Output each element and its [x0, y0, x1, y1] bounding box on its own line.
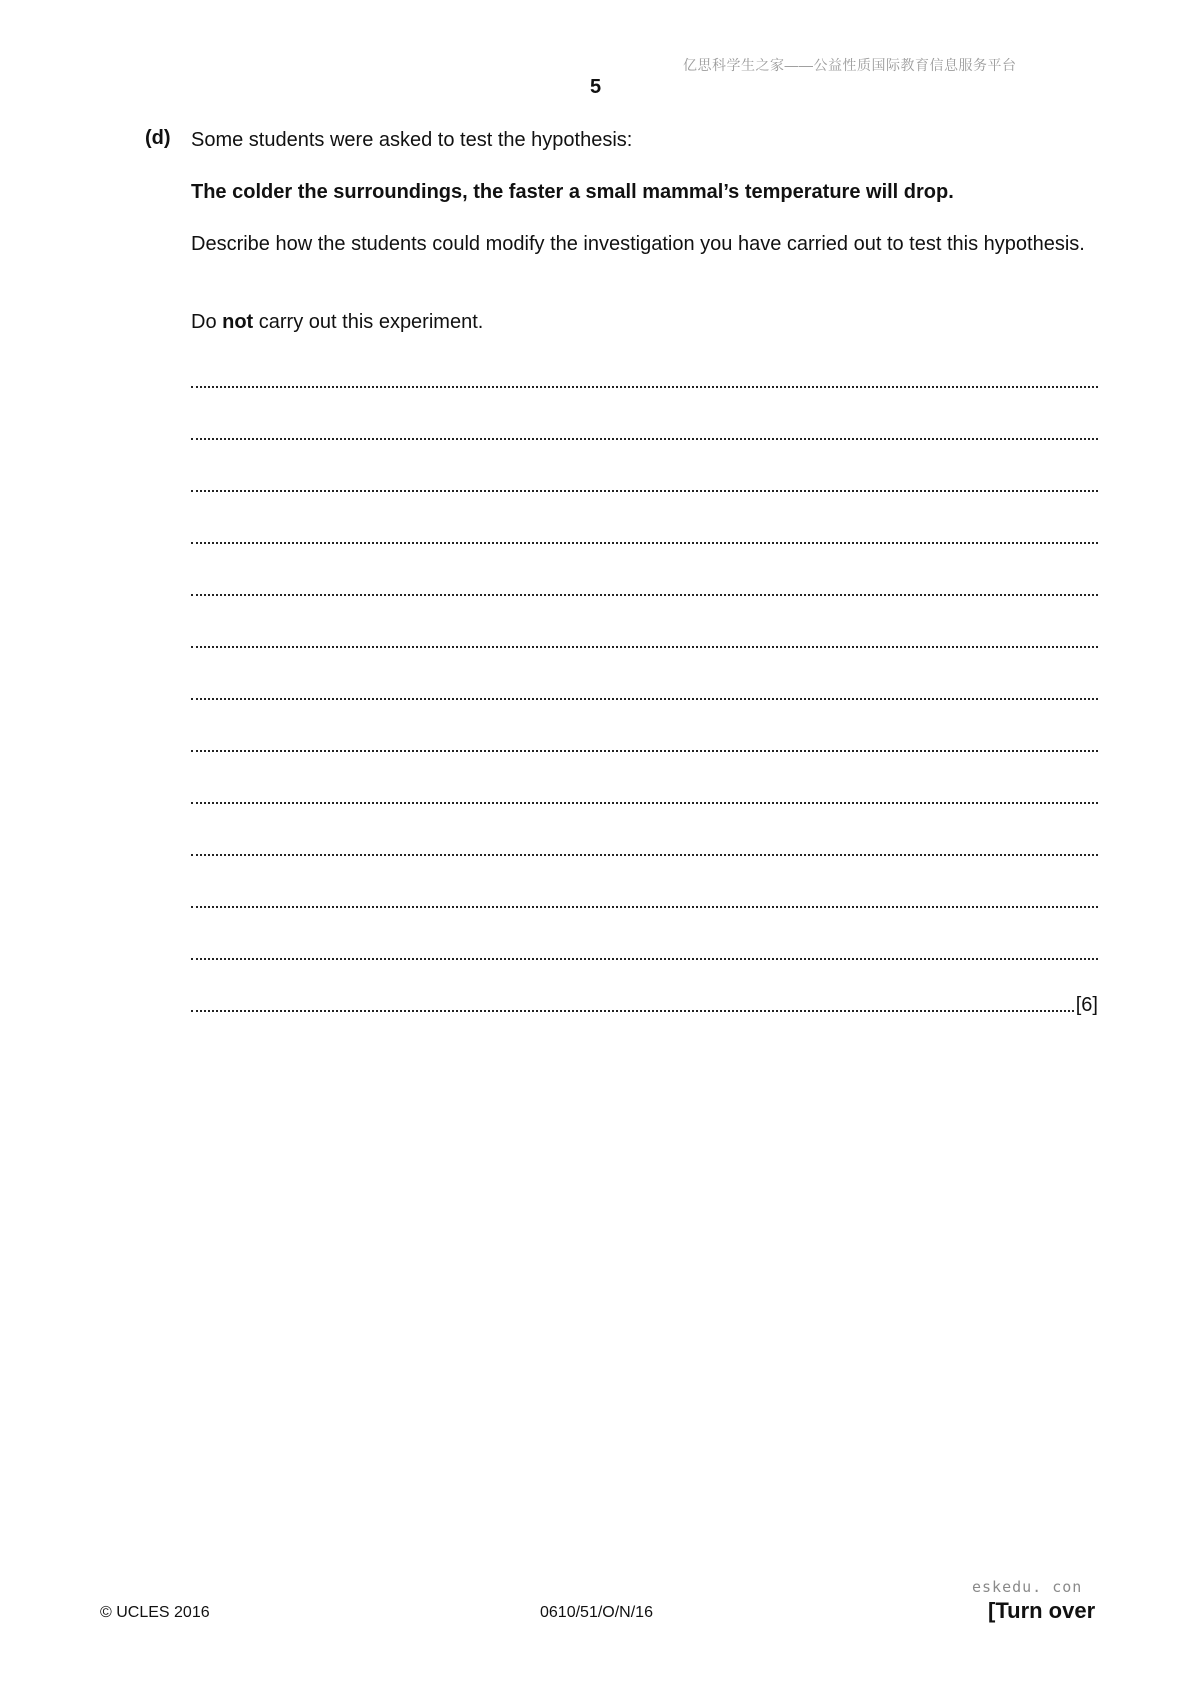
answer-line[interactable]: [191, 602, 1098, 654]
answer-line[interactable]: [191, 914, 1098, 966]
dotted-rule: [191, 632, 1098, 648]
dotted-rule: [191, 788, 1098, 804]
marks-allocation: [6]: [1075, 994, 1098, 1016]
dotted-rule: [191, 580, 1098, 596]
answer-line[interactable]: [191, 810, 1098, 862]
dotted-rule: [191, 736, 1098, 752]
dotted-rule: [191, 892, 1098, 908]
dotted-rule: [191, 684, 1098, 700]
dotted-rule: [191, 372, 1098, 388]
answer-line[interactable]: [191, 758, 1098, 810]
answer-area[interactable]: [191, 342, 1098, 1018]
dotted-rule: [191, 944, 1098, 960]
note-prefix: Do: [191, 311, 223, 333]
dotted-rule: [191, 996, 1074, 1012]
answer-line[interactable]: [191, 550, 1098, 602]
answer-line[interactable]: [191, 394, 1098, 446]
answer-line[interactable]: [191, 342, 1098, 394]
dotted-rule: [191, 840, 1098, 856]
question-part-label: (d): [145, 127, 171, 149]
answer-line[interactable]: [191, 498, 1098, 550]
answer-line[interactable]: [191, 706, 1098, 758]
answer-line[interactable]: [191, 654, 1098, 706]
footer-copyright: © UCLES 2016: [100, 1604, 210, 1621]
watermark-bottom: eskedu. con: [972, 1578, 1083, 1596]
note-suffix: carry out this experiment.: [253, 311, 484, 333]
question-intro: Some students were asked to test the hypothesis:: [191, 129, 633, 151]
footer-paper-code: 0610/51/O/N/16: [540, 1604, 653, 1621]
hypothesis-statement: The colder the surroundings, the faster a small mammal’s temperature will drop.: [191, 181, 954, 203]
page-number: 5: [589, 76, 602, 98]
question-instruction: Describe how the students could modify the investigation you have carried out to test this hypothesis.: [191, 233, 1085, 255]
turn-over-label: [Turn over: [988, 1598, 1096, 1623]
note-emphasis: not: [222, 311, 254, 333]
dotted-rule: [191, 528, 1098, 544]
watermark-top: 亿思科学生之家——公益性质国际教育信息服务平台: [683, 57, 1017, 73]
answer-line[interactable]: [191, 966, 1098, 1018]
answer-line[interactable]: [191, 862, 1098, 914]
answer-line[interactable]: [191, 446, 1098, 498]
dotted-rule: [191, 476, 1098, 492]
dotted-rule: [191, 424, 1098, 440]
question-note: [191, 309, 1098, 335]
